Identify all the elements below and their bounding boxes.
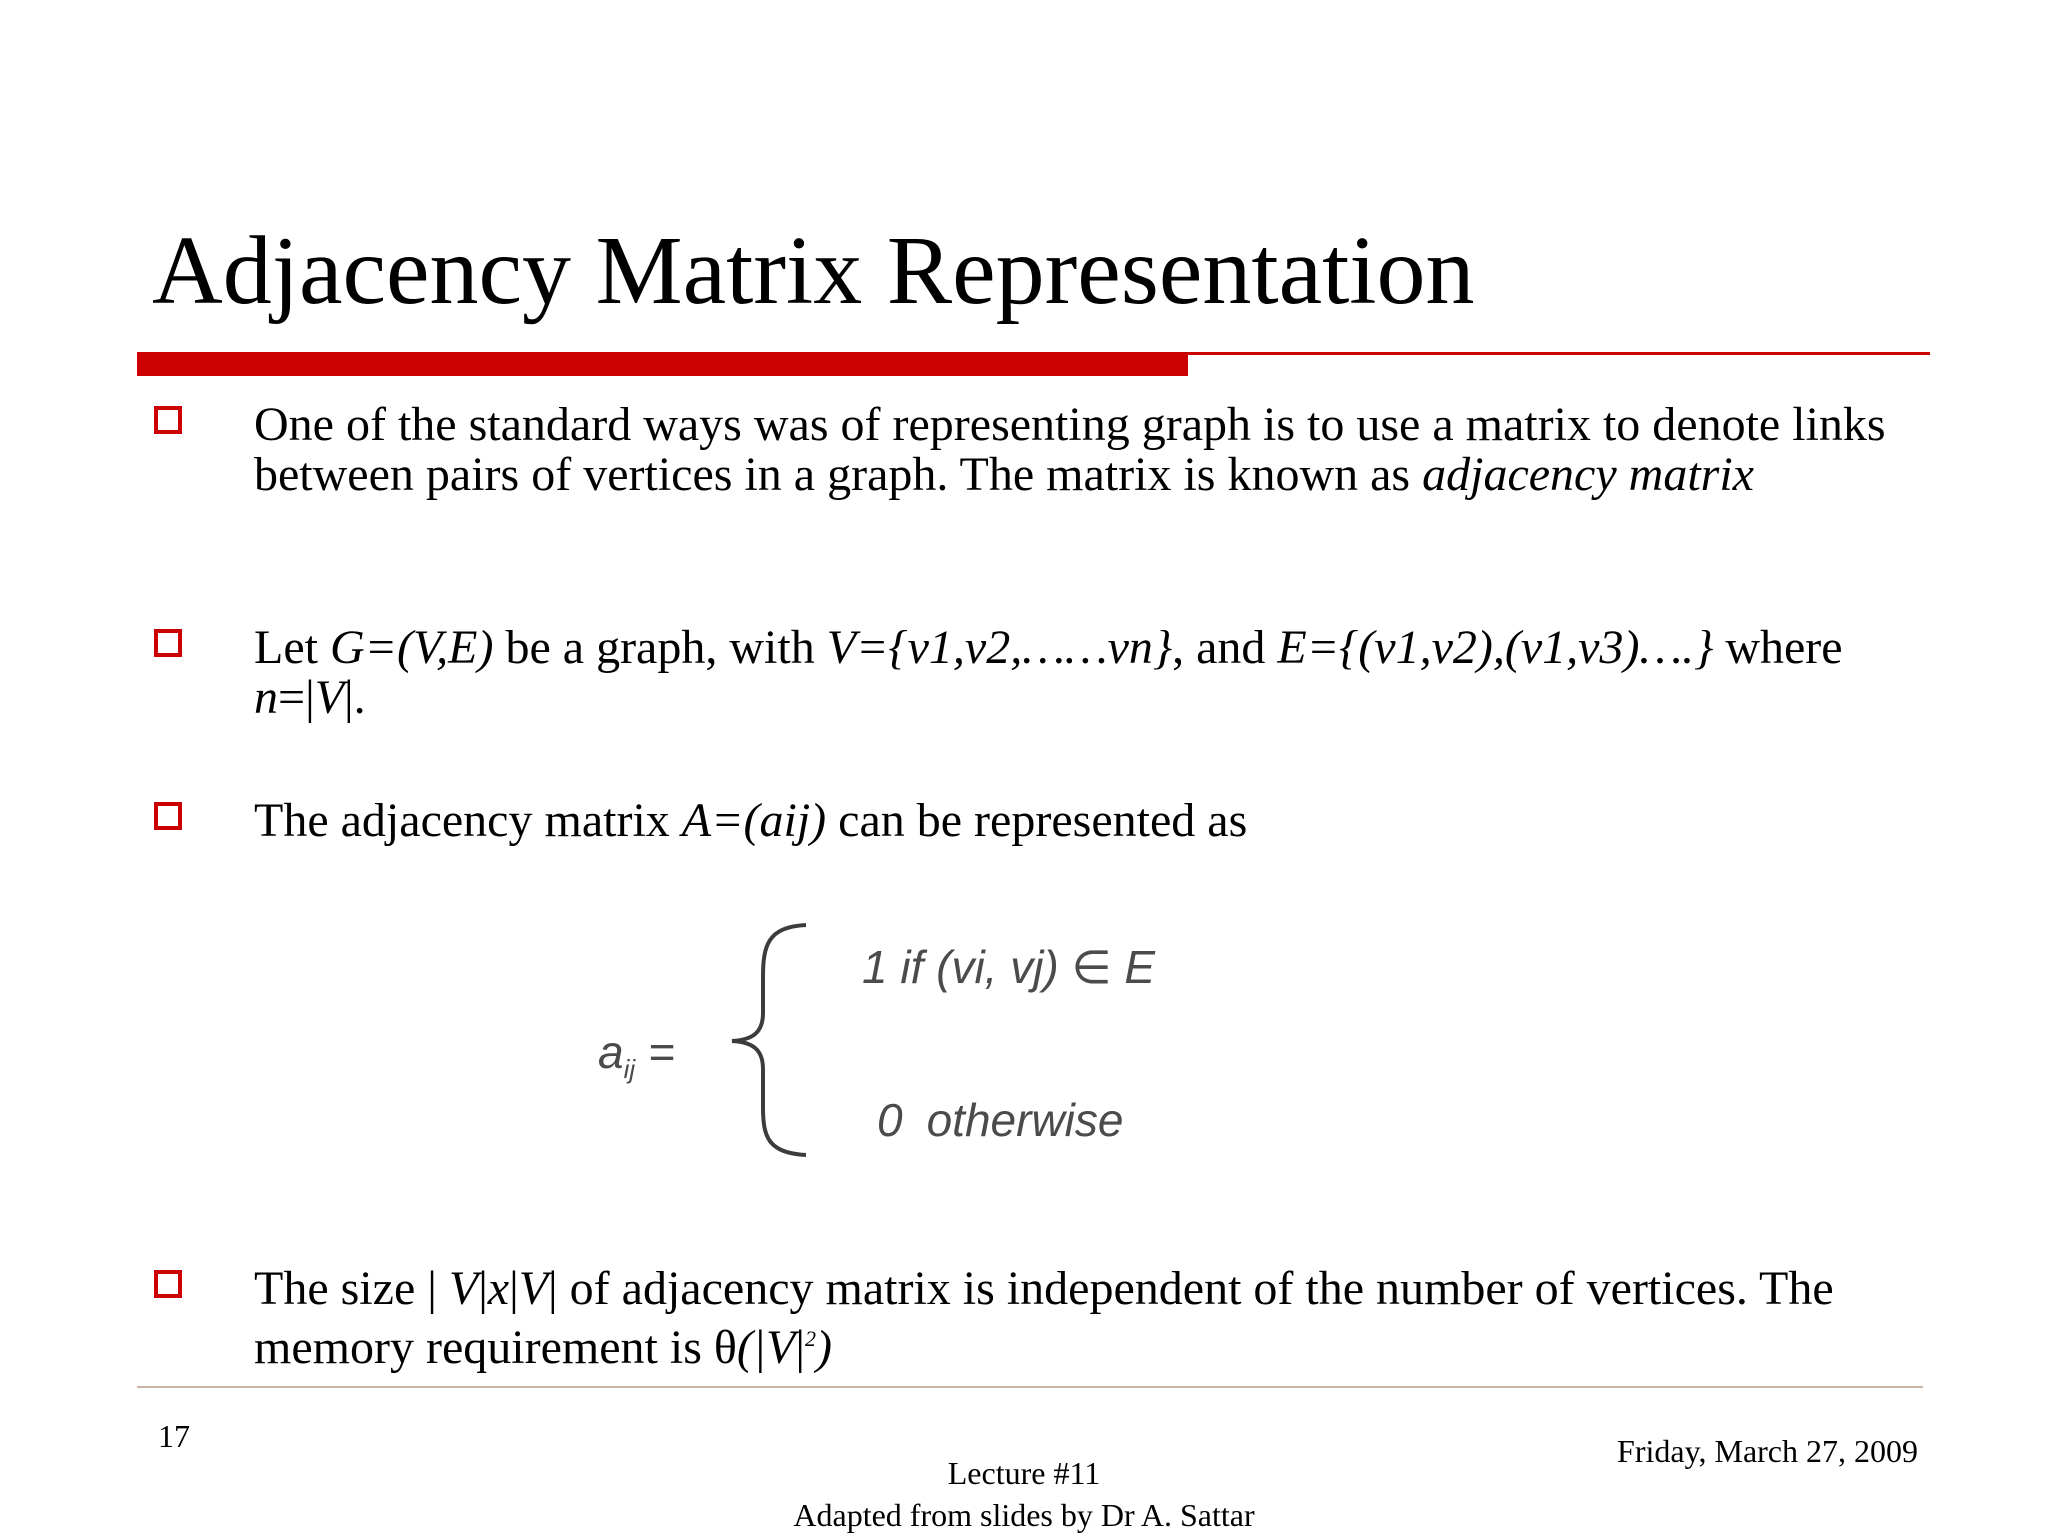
formula-lhs bbox=[598, 1025, 675, 1085]
text-run: | bbox=[478, 1262, 488, 1315]
text-run: E={(v1,v2),(v1,v3)….} bbox=[1277, 621, 1714, 674]
text-run: A=(aij) bbox=[681, 794, 827, 847]
text-run: | bbox=[795, 1321, 805, 1374]
adjacency-formula bbox=[590, 915, 1210, 1165]
footer-lecture: Lecture #11 bbox=[947, 1455, 1101, 1491]
text-run: One of the standard ways was of representing graph is to use a matrix to denote links between pairs of vertices in a graph. The matrix is known as bbox=[254, 398, 1886, 501]
square-bullet-icon bbox=[154, 1270, 182, 1298]
text-run: V bbox=[314, 671, 345, 724]
text-run: | of adjacency matrix is independent of the number of vertices. The memory requirement is θ bbox=[254, 1262, 1834, 1374]
formula-equals: = bbox=[647, 1026, 675, 1078]
text-run: where bbox=[1713, 621, 1843, 674]
text-run: | bbox=[509, 1262, 519, 1315]
text-run: be a graph, with bbox=[493, 621, 827, 674]
text-run: V={v1,v2,……vn} bbox=[826, 621, 1173, 674]
bullet-text bbox=[254, 796, 1904, 846]
bullet-text bbox=[254, 1264, 1904, 1373]
text-run: V bbox=[518, 1262, 549, 1315]
text-run: The size | bbox=[254, 1262, 449, 1315]
text-run: |. bbox=[344, 671, 366, 724]
text-run: n bbox=[254, 671, 278, 724]
text-run: The adjacency matrix bbox=[254, 794, 682, 847]
text-run: =| bbox=[278, 671, 315, 724]
text-run: (| bbox=[736, 1321, 767, 1374]
text-run: adjacency matrix bbox=[1422, 448, 1754, 501]
formula-lhs-base: a bbox=[598, 1026, 624, 1078]
text-run: can be represented as bbox=[826, 794, 1248, 847]
text-run: 2 bbox=[804, 1326, 816, 1351]
text-run: x bbox=[487, 1262, 510, 1315]
text-run: ) bbox=[815, 1321, 832, 1374]
title-underline-thick bbox=[137, 352, 1188, 376]
bullet-text bbox=[254, 623, 1904, 723]
footer-credit: Adapted from slides by Dr A. Sattar bbox=[793, 1497, 1255, 1533]
square-bullet-icon bbox=[154, 406, 182, 434]
title-underline-thin bbox=[1188, 352, 1930, 355]
formula-case-one: 1 if (vi, vj) ∈ E bbox=[862, 941, 1156, 993]
square-bullet-icon bbox=[154, 629, 182, 657]
footer-center bbox=[724, 1452, 1324, 1536]
square-bullet-icon bbox=[154, 802, 182, 830]
formula-case-two-value: 0 bbox=[877, 1094, 903, 1146]
slide-title: Adjacency Matrix Representation bbox=[152, 217, 1475, 325]
text-run: , and bbox=[1172, 621, 1278, 674]
text-run: V bbox=[766, 1321, 796, 1374]
text-run: V bbox=[448, 1262, 479, 1315]
text-run: G=(V,E) bbox=[329, 621, 494, 674]
formula-case-two-condition: otherwise bbox=[926, 1094, 1124, 1146]
bullet-text bbox=[254, 400, 1904, 500]
left-brace-icon bbox=[720, 915, 820, 1165]
text-run: Let bbox=[254, 621, 330, 674]
formula-lhs-subscript: ij bbox=[623, 1054, 636, 1085]
page-number: 17 bbox=[158, 1418, 190, 1454]
footer-divider bbox=[137, 1386, 1923, 1388]
formula-case-two bbox=[877, 1093, 1123, 1147]
footer-date: Friday, March 27, 2009 bbox=[1617, 1433, 1918, 1469]
